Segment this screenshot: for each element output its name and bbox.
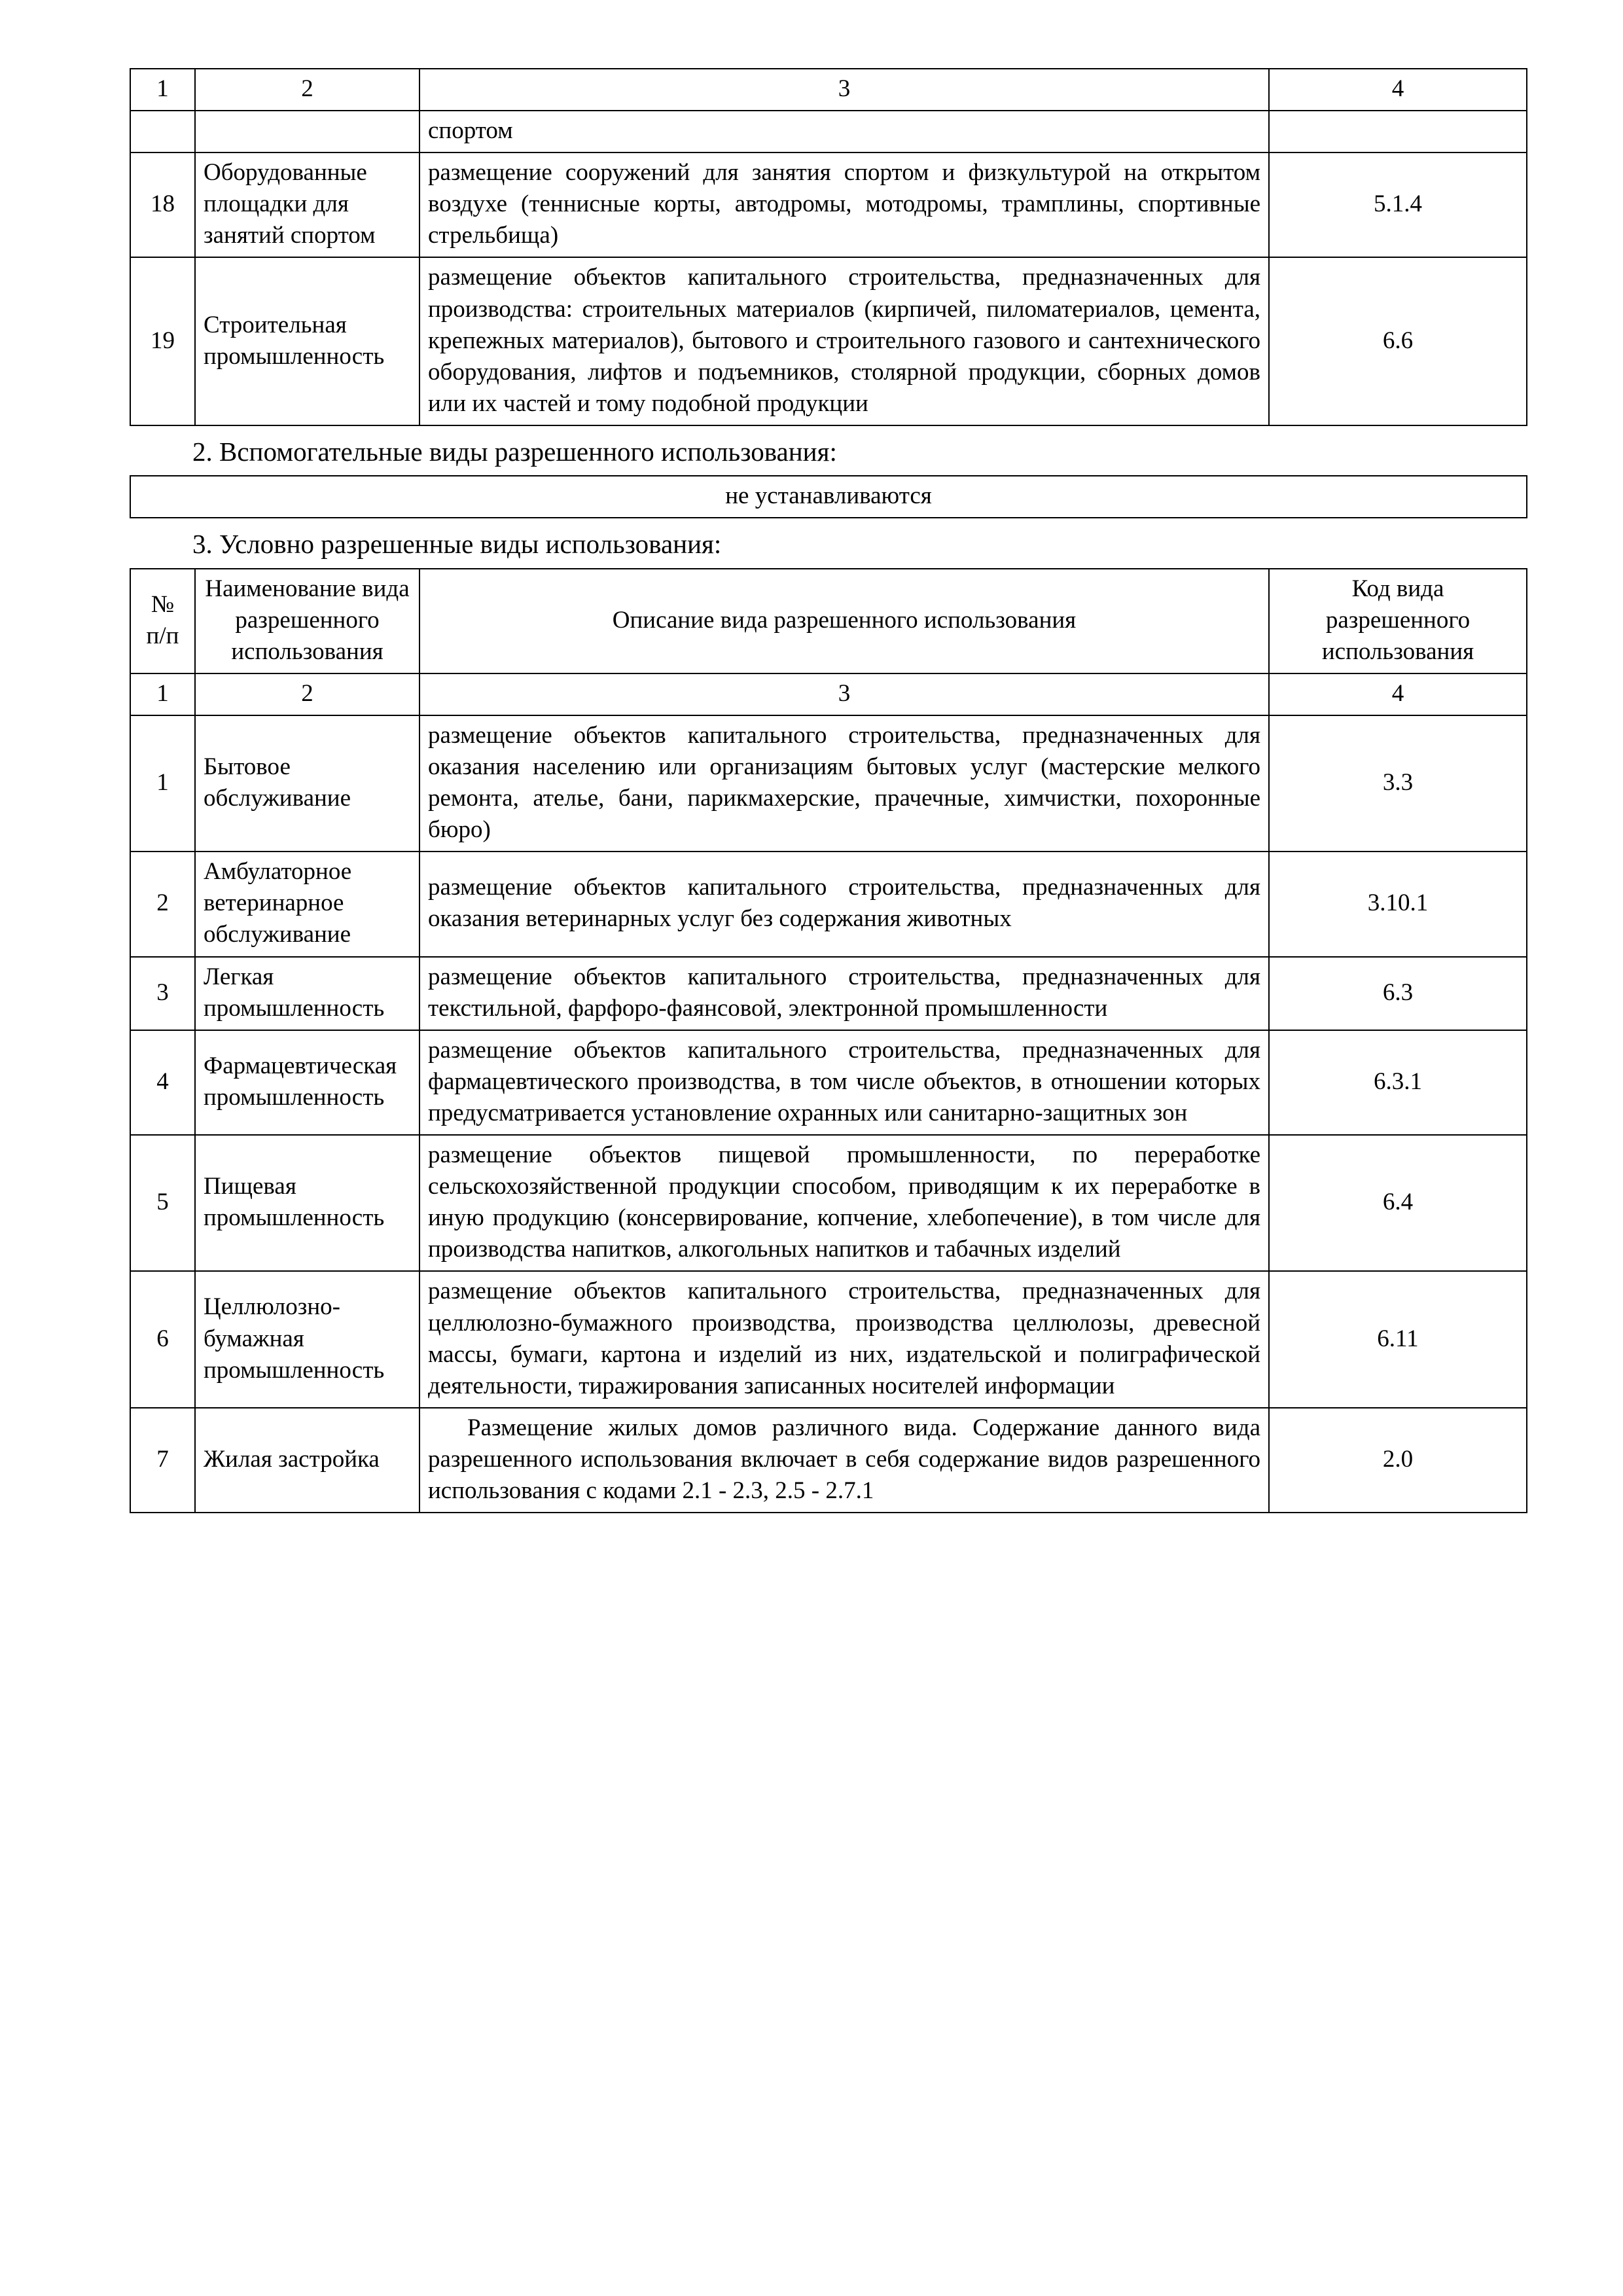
header-num: № п/п bbox=[130, 569, 195, 673]
column-number-3: 3 bbox=[419, 673, 1269, 715]
section-heading-conditional: 3. Условно разрешенные виды использования: bbox=[192, 529, 722, 560]
auxiliary-types-value: не устанавливаются bbox=[130, 476, 1527, 518]
table-row bbox=[130, 715, 1527, 852]
row-description: размещение объектов капитального строительства, предназначенных для оказания ветеринарных услуг без содержания животных bbox=[419, 852, 1269, 956]
table-header-row bbox=[130, 569, 1527, 673]
column-number-2: 2 bbox=[195, 673, 419, 715]
header-name: Наименование вида разрешенного использования bbox=[195, 569, 419, 673]
row-name: Оборудованные площадки для занятий спортом bbox=[195, 152, 419, 257]
row-code: 5.1.4 bbox=[1269, 152, 1527, 257]
column-number-row bbox=[130, 69, 1527, 111]
row-description: размещение сооружений для занятия спортом и физкультурой на открытом воздухе (теннисные корты, автодромы, мотодромы, трамплины, спортивные стрельбища) bbox=[419, 152, 1269, 257]
main-permitted-uses-table bbox=[130, 68, 1527, 426]
row-description: Размещение жилых домов различного вида. Содержание данного вида разрешенного использования включает в себя содержание видов разрешенного использования с кодами 2.1 - 2.3, 2.5 - 2.7.1 bbox=[419, 1408, 1269, 1513]
row-number: 7 bbox=[130, 1408, 195, 1513]
row-code: 6.3 bbox=[1269, 957, 1527, 1030]
row-number: 18 bbox=[130, 152, 195, 257]
row-number: 5 bbox=[130, 1135, 195, 1271]
row-code bbox=[1269, 111, 1527, 152]
row-number bbox=[130, 111, 195, 152]
table-row bbox=[130, 852, 1527, 956]
row-description: спортом bbox=[419, 111, 1269, 152]
row-number: 2 bbox=[130, 852, 195, 956]
table-row bbox=[130, 152, 1527, 257]
row-description: размещение объектов капитального строительства, предназначенных для текстильной, фарфоро-фаянсовой, электронной промышленности bbox=[419, 957, 1269, 1030]
column-number-3: 3 bbox=[419, 69, 1269, 111]
row-name: Жилая застройка bbox=[195, 1408, 419, 1513]
conditional-uses-table bbox=[130, 568, 1527, 1514]
table-row bbox=[130, 1408, 1527, 1513]
row-name: Легкая промышленность bbox=[195, 957, 419, 1030]
row-name: Бытовое обслуживание bbox=[195, 715, 419, 852]
row-name: Целлюлозно-бумажная промышленность bbox=[195, 1271, 419, 1407]
table-row bbox=[130, 1271, 1527, 1407]
row-number: 19 bbox=[130, 257, 195, 425]
header-description: Описание вида разрешенного использования bbox=[419, 569, 1269, 673]
row-code: 6.4 bbox=[1269, 1135, 1527, 1271]
table-row bbox=[130, 476, 1527, 518]
section-heading-auxiliary: 2. Вспомогательные виды разрешенного использования: bbox=[192, 436, 837, 467]
document-sheet bbox=[130, 68, 1526, 1513]
row-code: 3.3 bbox=[1269, 715, 1527, 852]
row-number: 1 bbox=[130, 715, 195, 852]
header-code: Код вида разрешенного использования bbox=[1269, 569, 1527, 673]
auxiliary-types-table bbox=[130, 475, 1527, 518]
table-row bbox=[130, 257, 1527, 425]
column-number-2: 2 bbox=[195, 69, 419, 111]
row-name: Амбулаторное ветеринарное обслуживание bbox=[195, 852, 419, 956]
table-row bbox=[130, 1135, 1527, 1271]
row-number: 3 bbox=[130, 957, 195, 1030]
row-name: Пищевая промышленность bbox=[195, 1135, 419, 1271]
row-code: 3.10.1 bbox=[1269, 852, 1527, 956]
row-description: размещение объектов капитального строительства, предназначенных для целлюлозно-бумажного производства, производства целлюлозы, древесной массы, бумаги, картона и изделий из них, издательской и полиграфической деятельности, тиражирования записанных носителей информации bbox=[419, 1271, 1269, 1407]
row-description: размещение объектов капитального строительства, предназначенных для производства: строительных материалов (кирпичей, пиломатериалов, цемента, крепежных материалов), бытового и строительного газового и сантехнического оборудования, лифтов и подъемников, столярной продукции, сборных домов или их частей и тому подобной продукции bbox=[419, 257, 1269, 425]
row-code: 6.6 bbox=[1269, 257, 1527, 425]
row-description: размещение объектов капитального строительства, предназначенных для фармацевтического производства, в том числе объектов, в отношении которых предусматривается установление охранных или санитарно-защитных зон bbox=[419, 1030, 1269, 1135]
row-description: размещение объектов капитального строительства, предназначенных для оказания населению или организациям бытовых услуг (мастерские мелкого ремонта, ателье, бани, парикмахерские, прачечные, химчистки, похоронные бюро) bbox=[419, 715, 1269, 852]
column-number-4: 4 bbox=[1269, 673, 1527, 715]
column-number-1: 1 bbox=[130, 673, 195, 715]
row-number: 4 bbox=[130, 1030, 195, 1135]
row-code: 6.3.1 bbox=[1269, 1030, 1527, 1135]
table-row bbox=[130, 957, 1527, 1030]
row-name: Фармацевтическая промышленность bbox=[195, 1030, 419, 1135]
table-row bbox=[130, 1030, 1527, 1135]
table-row bbox=[130, 111, 1527, 152]
row-description: размещение объектов пищевой промышленности, по переработке сельскохозяйственной продукции способом, приводящим к их переработке в иную продукцию (консервирование, копчение, хлебопечение), в том числе для производства напитков, алкогольных напитков и табачных изделий bbox=[419, 1135, 1269, 1271]
column-number-row bbox=[130, 673, 1527, 715]
row-name: Строительная промышленность bbox=[195, 257, 419, 425]
column-number-4: 4 bbox=[1269, 69, 1527, 111]
row-number: 6 bbox=[130, 1271, 195, 1407]
row-code: 6.11 bbox=[1269, 1271, 1527, 1407]
row-name bbox=[195, 111, 419, 152]
row-code: 2.0 bbox=[1269, 1408, 1527, 1513]
column-number-1: 1 bbox=[130, 69, 195, 111]
